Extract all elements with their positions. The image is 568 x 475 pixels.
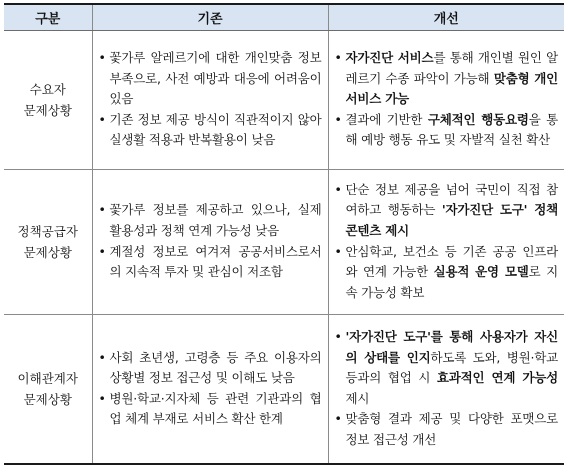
bullet-item bbox=[99, 200, 322, 241]
bullet-item bbox=[99, 389, 322, 430]
table-row-policy-supplier bbox=[4, 169, 564, 314]
improved-cell bbox=[328, 30, 564, 169]
bullet-item bbox=[335, 242, 559, 304]
bullet-item bbox=[335, 409, 559, 450]
row-label-line: 수요자 bbox=[29, 81, 66, 97]
existing-cell bbox=[92, 169, 328, 314]
header-improved: 개선 bbox=[328, 4, 564, 30]
body-text: 맞춤형 결과 제공 및 다양한 포맷으로 정보 접근성 개선 bbox=[345, 411, 558, 447]
existing-cell bbox=[92, 314, 328, 464]
row-label-line: 문제상황 bbox=[23, 102, 72, 118]
table-row-demander bbox=[4, 30, 564, 169]
bullet-item bbox=[335, 327, 559, 409]
bullet-item bbox=[99, 242, 322, 283]
body-text: 를 통해 개인별 원인 알레르기 수종 파악이 가능해 bbox=[345, 50, 558, 86]
header-category: 구분 bbox=[4, 4, 92, 30]
body-text: 병원·학교·지자체 등 관련 기관과의 협업 체계 부재로 서비스 확산 한계 bbox=[109, 390, 322, 427]
improved-cell bbox=[328, 169, 564, 314]
body-text: 계절성 정보로 여겨져 공공서비스로서의 지속적 투자 및 관심이 저조함 bbox=[109, 243, 322, 280]
bullet-item bbox=[335, 180, 559, 242]
body-text: 사회 초년생, 고령층 등 주요 이용자의 상황별 정보 접근성 및 이해도 낮음 bbox=[109, 349, 322, 386]
bullet-item bbox=[99, 48, 322, 110]
row-label bbox=[4, 30, 92, 169]
bullet-item bbox=[99, 348, 322, 389]
improved-cell bbox=[328, 314, 564, 464]
emphasis-text: 구체적인 행동요령 bbox=[427, 111, 529, 127]
row-label-line: 문제상황 bbox=[23, 391, 72, 407]
row-label-line: 이해관계자 bbox=[17, 370, 78, 386]
header-existing: 기존 bbox=[92, 4, 328, 30]
bullet-item bbox=[335, 110, 559, 151]
emphasis-text: '자가진단 도구'를 통해 사용자가 자신의 상태를 인지 bbox=[345, 328, 558, 365]
existing-cell bbox=[92, 30, 328, 169]
body-text: 제시 bbox=[345, 390, 370, 406]
bullet-item bbox=[335, 48, 559, 110]
table-row-stakeholder bbox=[4, 314, 564, 464]
body-text: 결과에 기반한 bbox=[345, 111, 428, 127]
body-text: 안심학교, 보건소 등 기존 공공 인프라와 연계 가능한 bbox=[345, 243, 558, 280]
emphasis-text: 실용적 운영 모델 bbox=[433, 264, 529, 280]
row-label-line: 문제상황 bbox=[23, 244, 72, 260]
emphasis-text: 효과적인 연계 가능성 bbox=[436, 370, 558, 386]
body-text: 을 통해 예방 행동 유도 및 자발적 실천 확산 bbox=[345, 111, 558, 148]
body-text: 하도록 도와, 병원·학교 등과의 협업 시 bbox=[345, 349, 558, 386]
body-text: 로 지속 가능성 확보 bbox=[345, 264, 559, 300]
body-text: 꽃가루 정보를 제공하고 있으나, 실제 활용성과 정책 연계 가능성 낮음 bbox=[109, 202, 322, 238]
row-label bbox=[4, 169, 92, 314]
bullet-item bbox=[99, 110, 322, 151]
emphasis-text: 맞춤형 개인 서비스 가능 bbox=[345, 70, 558, 107]
body-text: 꽃가루 알레르기에 대한 개인맞춤 정보 부족으로, 사전 예방과 대응에 어려움이 있음 bbox=[109, 50, 322, 107]
row-label-line: 정책공급자 bbox=[17, 223, 78, 239]
row-label bbox=[4, 314, 92, 464]
body-text: 기존 정보 제공 방식이 직관적이지 않아 실생활 적용과 반복활용이 낮음 bbox=[109, 111, 322, 148]
emphasis-text: '자가진단 도구' 정책 콘텐츠 제시 bbox=[345, 202, 558, 238]
body-text: 단순 정보 제공을 넘어 국민이 직접 참여하고 행동하는 bbox=[345, 181, 558, 218]
emphasis-text: 자가진단 서비스 bbox=[345, 50, 434, 66]
header-row bbox=[4, 4, 564, 30]
comparison-table bbox=[4, 3, 564, 465]
